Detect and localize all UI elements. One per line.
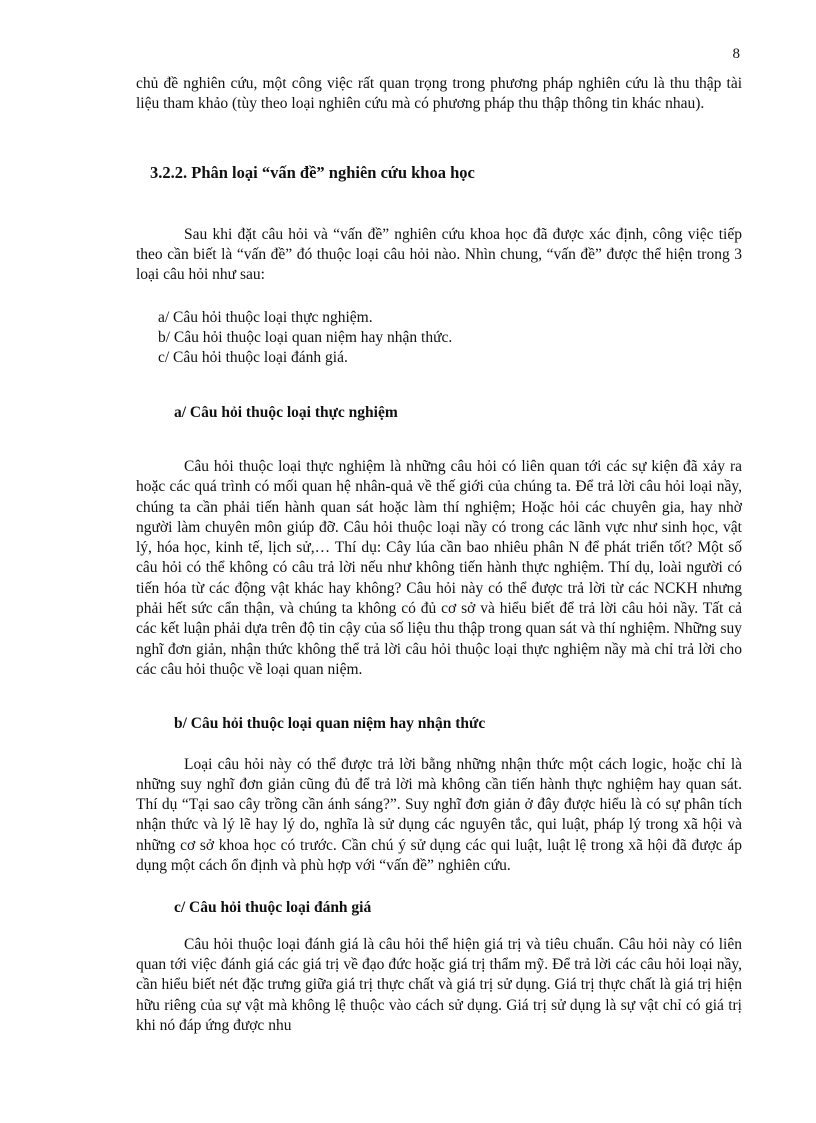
subsection-a-heading: a/ Câu hỏi thuộc loại thực nghiệm <box>174 403 398 421</box>
subsection-c-heading: c/ Câu hỏi thuộc loại đánh giá <box>174 899 372 917</box>
list-item: b/ Câu hỏi thuộc loại quan niệm hay nhận thức. <box>158 329 453 347</box>
page-number: 8 <box>732 46 740 62</box>
subsection-c-paragraph: Câu hỏi thuộc loại đánh giá là câu hỏi thể hiện giá trị và tiêu chuẩn. Câu hỏi này có liên quan tới việc đánh giá các giá trị về đạo đức hoặc giá trị thẩm mỹ. Để trả lời các câu hỏi loại nầy, cần hiểu biết nét đặc trưng giữa giá trị thực chất và giá trị sử dụng. Giá trị thực chất là giá trị hiện hữu riêng của sự vật mà không lệ thuộc vào cách sử dụng. Giá trị sử dụng là sự vật chỉ có giá trị khi nó đáp ứng được nhu <box>136 935 742 1034</box>
section-title: 3.2.2. Phân loại “vấn đề” nghiên cứu khoa học <box>150 162 475 182</box>
question-type-list <box>136 308 742 369</box>
subsection-a-paragraph: Câu hỏi thuộc loại thực nghiệm là những câu hỏi có liên quan tới các sự kiện đã xảy ra hoặc các quá trình có mối quan hệ nhân-quả về thế giới của chúng ta. Để trả lời câu hỏi loại nầy, chúng ta cần phải tiến hành quan sát hoặc làm thí nghiệm; Hoặc hỏi các chuyên gia, hay nhờ người làm chuyên môn giúp đỡ. Câu hỏi thuộc loại nầy có trong các lãnh vực như sinh học, vật lý, hóa học, kinh tế, lịch sử,… Thí dụ: Cây lúa cần bao nhiêu phân N để phát triển tốt? Một số câu hỏi có thể không có câu trả lời nếu như không tiến hành thực nghiệm. Thí dụ, loài người có tiến hóa từ các động vật khác hay không? Câu hỏi này có thể được trả lời từ các NCKH nhưng phải hết sức cẩn thận, và chúng ta không có đủ cơ sở và hiểu biết để trả lời câu hỏi nầy. Tất cả các kết luận phải dựa trên độ tin cậy của số liệu thu thập trong quan sát và thí nghiệm. Những suy nghĩ đơn giản, nhận thức không thể trả lời câu hỏi thuộc loại thực nghiệm nầy mà chỉ trả lời cho các câu hỏi thuộc về loại quan niệm. <box>136 457 742 678</box>
subsection-b-paragraph: Loại câu hỏi này có thể được trả lời bằng những nhận thức một cách logic, hoặc chỉ là những suy nghĩ đơn giản cũng đủ để trả lời mà không cần tiến hành thực nghiệm hay quan sát. Thí dụ “Tại sao cây trồng cần ánh sáng?”. Suy nghĩ đơn giản ở đây được hiểu là có sự phân tích nhận thức và lý lẽ hay lý do, nghĩa là sử dụng các nguyên tắc, qui luật, pháp lý trong xã hội và những cơ sở khoa học có trước. Cần chú ý sử dụng các qui luật, luật lệ trong xã hội đã được áp dụng một cách ổn định và phù hợp với “vấn đề” nghiên cứu. <box>136 755 742 875</box>
list-item: a/ Câu hỏi thuộc loại thực nghiệm. <box>158 308 373 326</box>
document-body <box>136 74 742 1036</box>
section-paragraph: Sau khi đặt câu hỏi và “vấn đề” nghiên cứu khoa học đã được xác định, công việc tiếp theo cần biết là “vấn đề” đó thuộc loại câu hỏi nào. Nhìn chung, “vấn đề” được thể hiện trong 3 loại câu hỏi như sau: <box>136 225 742 284</box>
list-item: c/ Câu hỏi thuộc loại đánh giá. <box>158 349 348 367</box>
subsection-b-heading: b/ Câu hỏi thuộc loại quan niệm hay nhận thức <box>174 715 486 733</box>
intro-paragraph: chủ đề nghiên cứu, một công việc rất quan trọng trong phương pháp nghiên cứu là thu thập tài liệu tham khảo (tùy theo loại nghiên cứu mà có phương pháp thu thập thông tin khác nhau). <box>136 75 742 113</box>
